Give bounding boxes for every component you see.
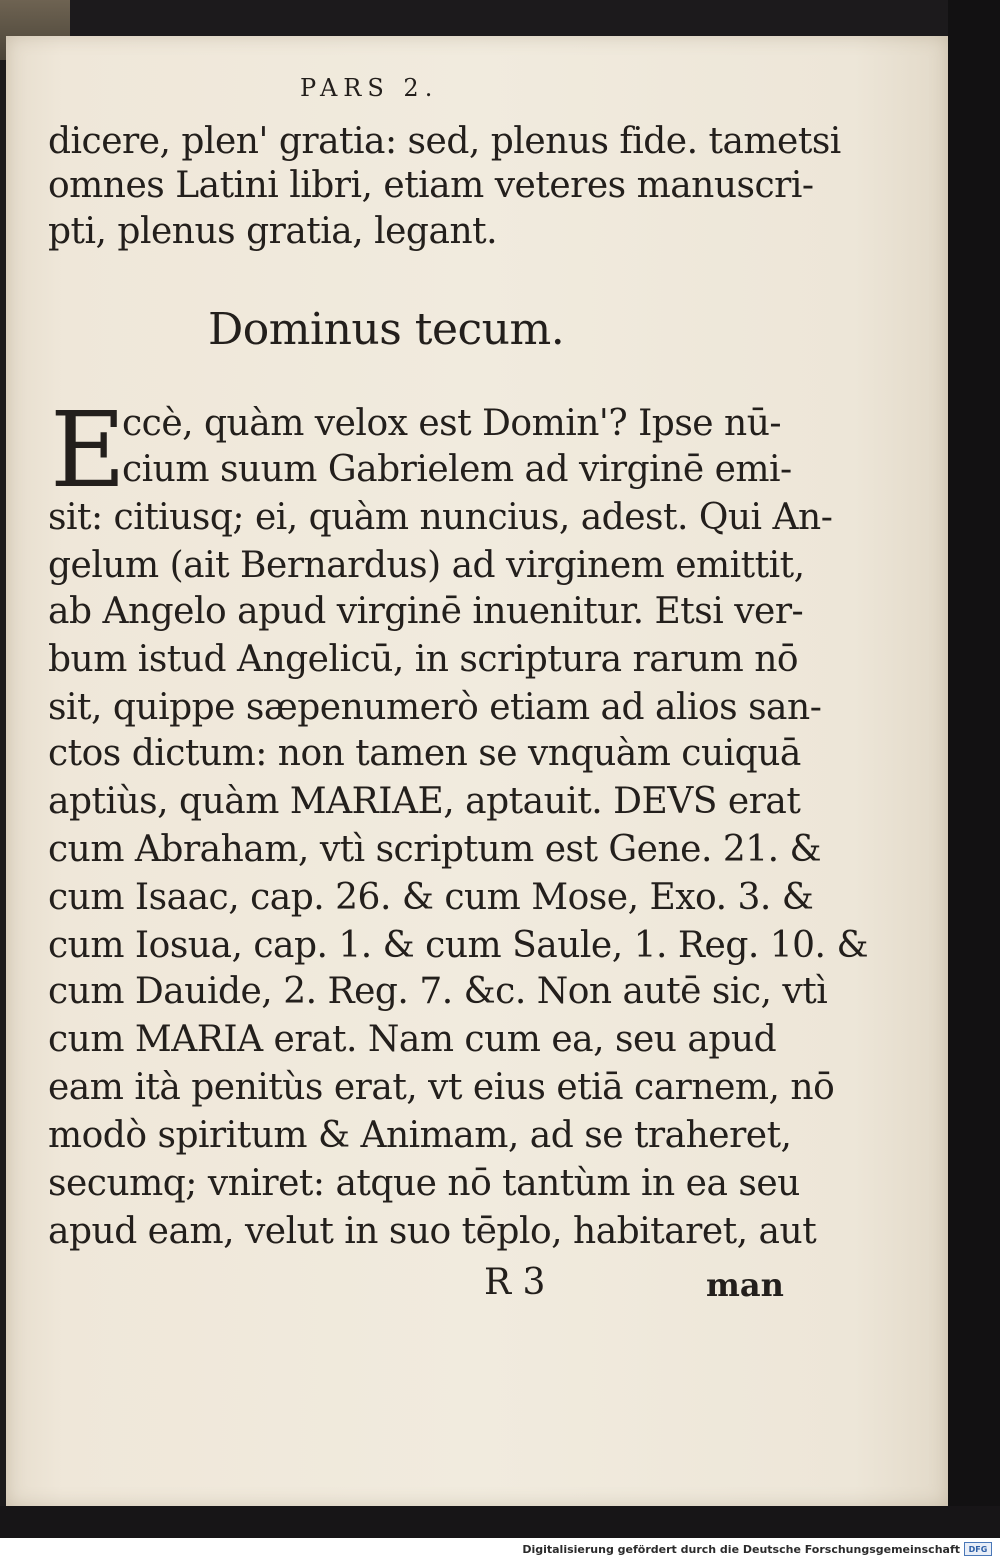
text-line: omnes Latini libri, etiam veteres manuscri- xyxy=(48,165,814,206)
text-line: sit: citiusq; ei, quàm nuncius, adest. Qui An- xyxy=(48,497,833,538)
text-line: secumq; vniret: atque nō tantùm in ea seu xyxy=(48,1163,800,1204)
text-line: apud eam, velut in suo tēplo, habitaret, aut xyxy=(48,1211,817,1252)
text-line: dicere, plen' gratia: sed, plenus fide. tametsi xyxy=(48,121,841,162)
text-line: ab Angelo apud virginē inuenitur. Etsi ver- xyxy=(48,591,804,632)
scan-background-bottom xyxy=(0,1506,1000,1538)
text-line: cum Dauide, 2. Reg. 7. &c. Non autē sic, vtì xyxy=(48,971,828,1012)
text-line: cum MARIA erat. Nam cum ea, seu apud xyxy=(48,1019,777,1060)
text-line: eam ità penitùs erat, vt eius etiā carnem, nō xyxy=(48,1067,835,1108)
signature-mark: R 3 xyxy=(484,1262,546,1303)
text-line: sit, quippe sæpenumerò etiam ad alios san- xyxy=(48,687,822,728)
text-line: pti, plenus gratia, legant. xyxy=(48,211,498,252)
text-line: gelum (ait Bernardus) ad virginem emittit, xyxy=(48,545,805,586)
funding-notice: Digitalisierung gefördert durch die Deutsche Forschungsgemeinschaft xyxy=(522,1543,960,1556)
dfg-logo: DFG xyxy=(964,1542,992,1556)
text-line: ccè, quàm velox est Domin'? Ipse nū- xyxy=(122,403,782,444)
text-line: cum Abraham, vtì scriptum est Gene. 21. & xyxy=(48,829,822,870)
text-line: cum Iosua, cap. 1. & cum Saule, 1. Reg. 10. & xyxy=(48,925,868,966)
text-line: ctos dictum: non tamen se vnquàm cuiquā xyxy=(48,733,801,774)
text-line: cium suum Gabrielem ad virginē emi- xyxy=(122,449,792,490)
text-line: aptiùs, quàm MARIAE, aptauit. DEVS erat xyxy=(48,781,801,822)
running-head: PARS 2. xyxy=(300,74,439,102)
drop-cap: E xyxy=(50,389,126,511)
footer-bar xyxy=(0,1538,1000,1561)
text-line: bum istud Angelicū, in scriptura rarum nō xyxy=(48,639,799,680)
catchword: man xyxy=(706,1266,784,1304)
scan-background-right xyxy=(948,0,1000,1520)
section-title: Dominus tecum. xyxy=(208,304,565,355)
text-line: modò spiritum & Animam, ad se traheret, xyxy=(48,1115,792,1156)
text-line: cum Isaac, cap. 26. & cum Mose, Exo. 3. & xyxy=(48,877,814,918)
